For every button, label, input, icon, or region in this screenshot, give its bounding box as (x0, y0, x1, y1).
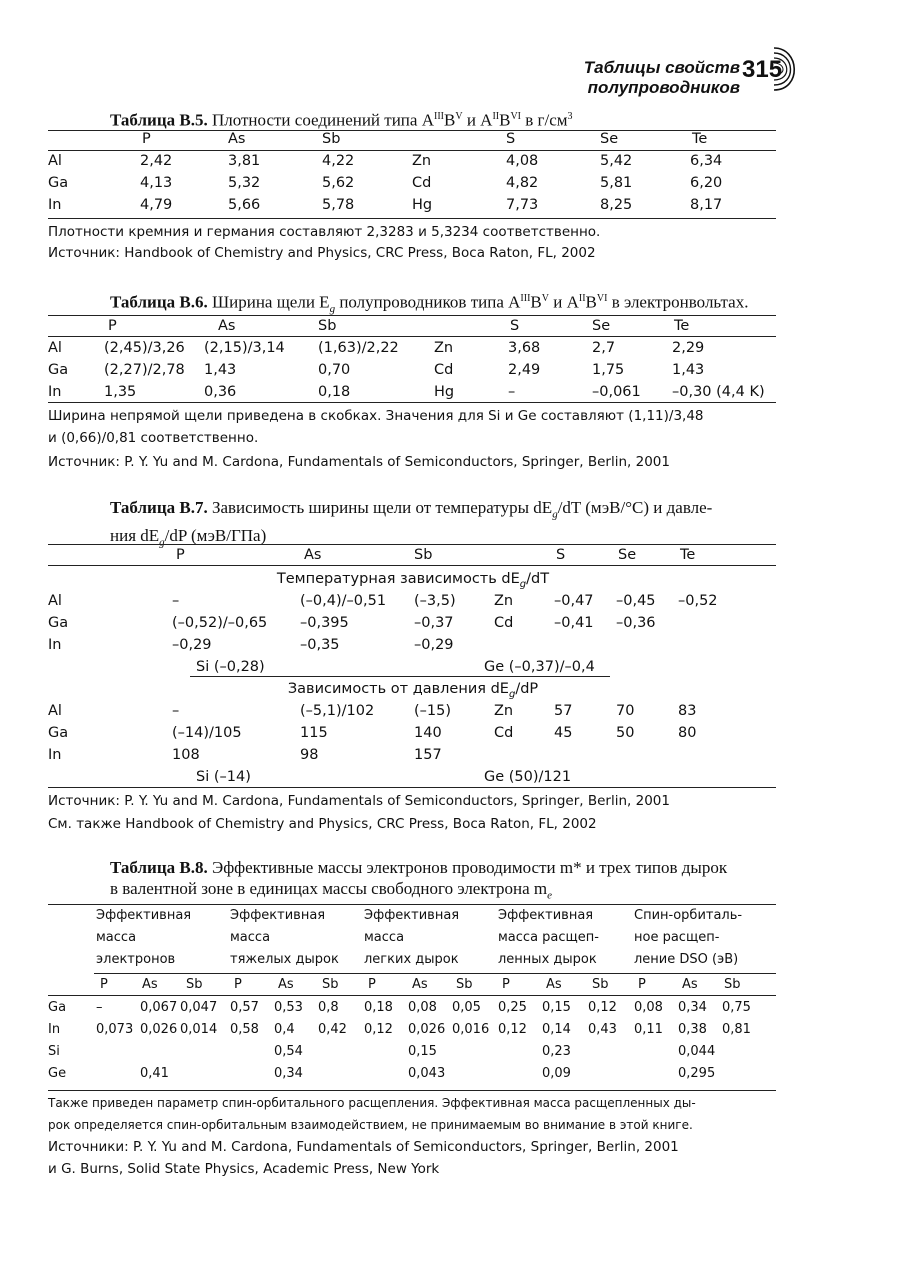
page-number: 315 (742, 56, 783, 83)
column-header: S (506, 131, 516, 147)
column-header: Te (680, 547, 696, 563)
column-header: As (546, 977, 562, 992)
table-cell: (2,27)/2,78 (104, 362, 185, 378)
table-cell: 0,43 (588, 1022, 617, 1037)
table-b6-source: Источник: P. Y. Yu and M. Cardona, Fundamentals of Semiconductors, Springer, Berlin, 2001 (48, 454, 670, 470)
row-label: Zn (494, 593, 514, 609)
table-cell: 0,08 (408, 1000, 437, 1015)
column-header: Sb (724, 977, 741, 992)
table-cell: –0,36 (616, 615, 656, 631)
group-header: масса расщеп- (498, 930, 599, 945)
table-cell: 0,38 (678, 1022, 707, 1037)
row-label: Ga (48, 725, 69, 741)
page-ornament-icon (770, 44, 806, 94)
column-header: As (218, 318, 236, 334)
column-header: As (278, 977, 294, 992)
table-cell: (–15) (414, 703, 452, 719)
table-cell: 0,8 (318, 1000, 339, 1015)
table-b6-note: Ширина непрямой щели приведена в скобках. Значения для Si и Ge составляют (1,11)/3,48 (48, 408, 704, 424)
table-cell: 5,62 (322, 175, 355, 191)
column-header: S (510, 318, 520, 334)
table-b8-source: Источники: P. Y. Yu and M. Cardona, Fundamentals of Semiconductors, Springer, Berlin, 2001 (48, 1139, 679, 1155)
table-cell: 2,29 (672, 340, 705, 356)
table-cell: 4,13 (140, 175, 173, 191)
table-cell: 2,7 (592, 340, 616, 356)
table-cell: 4,82 (506, 175, 539, 191)
column-header: As (412, 977, 428, 992)
table-cell: (2,45)/3,26 (104, 340, 185, 356)
column-header: P (142, 131, 151, 147)
table-cell: 0,016 (452, 1022, 490, 1037)
column-header: S (556, 547, 566, 563)
table-cell: (2,15)/3,14 (204, 340, 285, 356)
germanium-value: Ge (–0,37)/–0,4 (484, 659, 595, 675)
row-label: In (48, 197, 62, 213)
column-header: Se (600, 131, 619, 147)
row-label: Ga (48, 362, 69, 378)
table-cell: 0,70 (318, 362, 351, 378)
table-cell: 0,09 (542, 1066, 571, 1081)
table-cell: 0,75 (722, 1000, 751, 1015)
table-b8-caption: Таблица В.8. Эффективные массы электронов проводимости m* и трех типов дырок в валентной зоне в единицах массы свободного электрона $m_e$ (110, 858, 728, 902)
row-label: Al (48, 340, 62, 356)
row-label: Hg (434, 384, 455, 400)
table-cell: 1,35 (104, 384, 137, 400)
table-cell: 0,014 (180, 1022, 218, 1037)
table-cell: 115 (300, 725, 328, 741)
table-b5-source: Источник: Handbook of Chemistry and Physics, CRC Press, Boca Raton, FL, 2002 (48, 245, 596, 261)
table-b7-caption: Таблица В.7. Зависимость ширины щели от температуры $dE_g/dT$ (мэВ/°С) и давле- ния $dE_g/dP$ (мэВ/ГПа) (110, 498, 713, 549)
table-cell: 108 (172, 747, 200, 763)
table-cell: –0,061 (592, 384, 641, 400)
table-rule (48, 150, 776, 151)
row-label: Cd (494, 615, 514, 631)
table-rule (48, 544, 776, 545)
germanium-value: Ge (50)/121 (484, 769, 572, 785)
table-cell: 0,044 (678, 1044, 716, 1059)
table-cell: (–5,1)/102 (300, 703, 375, 719)
table-cell: –0,45 (616, 593, 656, 609)
table-cell: –0,30 (4,4 K) (672, 384, 765, 400)
table-cell: 0,14 (542, 1022, 571, 1037)
group-header: Эффективная (230, 908, 326, 923)
table-b7-source: Источник: P. Y. Yu and M. Cardona, Fundamentals of Semiconductors, Springer, Berlin, 2001 (48, 793, 670, 809)
row-label: Al (48, 703, 62, 719)
table-cell: (1,63)/2,22 (318, 340, 399, 356)
table-cell: 0,34 (274, 1066, 303, 1081)
table-cell: –0,52 (678, 593, 718, 609)
temperature-section-header: Температурная зависимость $dE_g/dT$ (276, 571, 550, 590)
group-header: масса (364, 930, 405, 945)
table-b7-source-2: См. также Handbook of Chemistry and Physics, CRC Press, Boca Raton, FL, 2002 (48, 816, 597, 832)
silicon-value: Si (–14) (196, 769, 251, 785)
column-header: Sb (414, 547, 433, 563)
table-cell: (–3,5) (414, 593, 456, 609)
group-header: ленных дырок (498, 952, 597, 967)
table-cell: –0,395 (300, 615, 349, 631)
group-header: тяжелых дырок (230, 952, 339, 967)
column-header: P (176, 547, 185, 563)
group-header: ное расщеп- (634, 930, 720, 945)
table-rule (190, 676, 610, 677)
table-b8-note: Также приведен параметр спин-орбитального расщепления. Эффективная масса расщепленных ды- (48, 1096, 696, 1110)
table-cell: (–0,52)/–0,65 (172, 615, 268, 631)
column-header: P (234, 977, 242, 992)
pressure-section-header: Зависимость от давления $dE_g/dP$ (287, 681, 539, 700)
table-cell: 1,43 (204, 362, 237, 378)
table-cell: 140 (414, 725, 442, 741)
table-cell: 0,026 (140, 1022, 178, 1037)
table-cell: 0,41 (140, 1066, 169, 1081)
table-cell: 0,4 (274, 1022, 295, 1037)
table-cell: –0,29 (172, 637, 212, 653)
table-cell: 0,54 (274, 1044, 303, 1059)
table-cell: 4,79 (140, 197, 173, 213)
table-cell: 2,42 (140, 153, 173, 169)
table-rule (48, 995, 776, 996)
table-cell: 57 (554, 703, 573, 719)
column-header: Te (674, 318, 690, 334)
table-cell: 0,067 (140, 1000, 178, 1015)
column-header: Sb (592, 977, 609, 992)
table-b8-source-2: и G. Burns, Solid State Physics, Academic Press, New York (48, 1161, 440, 1177)
row-label: Cd (494, 725, 514, 741)
table-rule (48, 565, 776, 566)
table-cell: 5,66 (228, 197, 261, 213)
table-cell: 0,12 (364, 1022, 393, 1037)
column-header: P (100, 977, 108, 992)
table-cell: 0,42 (318, 1022, 347, 1037)
column-header: P (368, 977, 376, 992)
column-header: Sb (456, 977, 473, 992)
table-cell: 3,68 (508, 340, 541, 356)
column-header: Sb (318, 318, 337, 334)
table-rule (48, 787, 776, 788)
table-cell: 50 (616, 725, 635, 741)
column-header: Te (692, 131, 708, 147)
table-cell: – (172, 593, 180, 609)
column-header: As (142, 977, 158, 992)
table-cell: –0,37 (414, 615, 454, 631)
row-label: Al (48, 593, 62, 609)
table-cell: 0,36 (204, 384, 237, 400)
row-label: In (48, 747, 62, 763)
table-cell: 0,81 (722, 1022, 751, 1037)
table-b6-note-2: и (0,66)/0,81 соответственно. (48, 430, 259, 446)
table-cell: 6,20 (690, 175, 723, 191)
row-label: Ge (48, 1066, 67, 1081)
column-header: Sb (322, 977, 339, 992)
table-cell: 2,49 (508, 362, 541, 378)
table-cell: 0,18 (318, 384, 351, 400)
table-cell: 45 (554, 725, 573, 741)
table-cell: 6,34 (690, 153, 723, 169)
table-rule (48, 336, 776, 337)
row-label: In (48, 384, 62, 400)
table-cell: (–14)/105 (172, 725, 242, 741)
table-cell: – (96, 1000, 103, 1015)
row-label: Zn (412, 153, 432, 169)
column-header: As (682, 977, 698, 992)
table-cell: – (508, 384, 516, 400)
table-rule (48, 218, 776, 219)
table-cell: 0,23 (542, 1044, 571, 1059)
table-cell: 5,78 (322, 197, 355, 213)
table-cell: 157 (414, 747, 442, 763)
group-header: ление DSO (эВ) (634, 952, 739, 967)
table-cell: 3,81 (228, 153, 261, 169)
table-cell: 0,18 (364, 1000, 393, 1015)
row-label: Hg (412, 197, 433, 213)
row-label: Ga (48, 615, 69, 631)
table-cell: 0,043 (408, 1066, 446, 1081)
silicon-value: Si (–0,28) (196, 659, 265, 675)
column-header: As (304, 547, 322, 563)
column-header: Sb (322, 131, 341, 147)
group-header: масса (96, 930, 137, 945)
row-label: Zn (494, 703, 514, 719)
table-cell: 0,34 (678, 1000, 707, 1015)
running-title: Таблицы свойств полупроводников (583, 58, 740, 97)
column-header: P (108, 318, 117, 334)
table-cell: 4,22 (322, 153, 355, 169)
table-cell: – (172, 703, 180, 719)
group-header: легких дырок (364, 952, 459, 967)
table-cell: 0,047 (180, 1000, 218, 1015)
table-cell: 0,11 (634, 1022, 663, 1037)
table-b5-caption: Таблица В.5. Плотности соединений типа $A^{III}B^V$ и $A^{II}B^{VI}$ в $г/см^3$ (110, 110, 573, 130)
table-cell: 5,32 (228, 175, 261, 191)
table-cell: –0,41 (554, 615, 594, 631)
table-cell: 1,75 (592, 362, 625, 378)
row-label: Al (48, 153, 62, 169)
table-cell: 0,295 (678, 1066, 716, 1081)
table-cell: 0,08 (634, 1000, 663, 1015)
group-header: Эффективная (498, 908, 594, 923)
table-cell: 4,08 (506, 153, 539, 169)
group-header: Эффективная (364, 908, 460, 923)
table-cell: –0,35 (300, 637, 340, 653)
table-cell: 5,81 (600, 175, 633, 191)
column-header: P (502, 977, 510, 992)
table-cell: 5,42 (600, 153, 633, 169)
table-b6-caption: Таблица В.6. Ширина щели $E_g$ полупроводников типа $A^{III}B^V$ и $A^{II}B^{VI}$ в электронвольтах. (110, 292, 749, 316)
table-cell: 0,05 (452, 1000, 481, 1015)
table-cell: 0,15 (542, 1000, 571, 1015)
table-cell: 0,53 (274, 1000, 303, 1015)
table-cell: –0,47 (554, 593, 594, 609)
column-header: As (228, 131, 246, 147)
table-rule (48, 904, 776, 905)
table-cell: 7,73 (506, 197, 539, 213)
table-cell: 0,12 (498, 1022, 527, 1037)
row-label: Ga (48, 1000, 67, 1015)
column-header: Se (618, 547, 637, 563)
row-label: Ga (48, 175, 69, 191)
column-header: Se (592, 318, 611, 334)
row-label: Si (48, 1044, 60, 1059)
table-cell: 0,25 (498, 1000, 527, 1015)
table-cell: 80 (678, 725, 697, 741)
table-cell: 0,15 (408, 1044, 437, 1059)
group-header: Спин-орбиталь- (634, 908, 743, 923)
table-cell: 83 (678, 703, 697, 719)
group-header: Эффективная (96, 908, 192, 923)
table-rule (94, 973, 776, 974)
table-cell: 0,026 (408, 1022, 446, 1037)
group-header: масса (230, 930, 271, 945)
table-cell: 0,58 (230, 1022, 259, 1037)
row-label: Zn (434, 340, 454, 356)
column-header: P (638, 977, 646, 992)
group-header: электронов (96, 952, 176, 967)
table-rule (48, 402, 776, 403)
table-rule (48, 1090, 776, 1091)
column-header: Sb (186, 977, 203, 992)
row-label: Cd (434, 362, 454, 378)
table-cell: 8,17 (690, 197, 723, 213)
table-rule (48, 315, 776, 316)
row-label: In (48, 1022, 61, 1037)
row-label: In (48, 637, 62, 653)
row-label: Cd (412, 175, 432, 191)
table-b5-note: Плотности кремния и германия составляют 2,3283 и 5,3234 соответственно. (48, 224, 601, 240)
table-b8-note-2: рок определяется спин-орбитальным взаимодействием, не принимаемым во внимание в этой книге. (48, 1118, 693, 1132)
table-cell: 0,073 (96, 1022, 134, 1037)
table-cell: 70 (616, 703, 635, 719)
table-cell: –0,29 (414, 637, 454, 653)
table-cell: 98 (300, 747, 319, 763)
table-cell: 0,12 (588, 1000, 617, 1015)
table-cell: 1,43 (672, 362, 705, 378)
table-rule (48, 130, 776, 131)
table-cell: 0,57 (230, 1000, 259, 1015)
table-cell: (–0,4)/–0,51 (300, 593, 387, 609)
table-cell: 8,25 (600, 197, 633, 213)
